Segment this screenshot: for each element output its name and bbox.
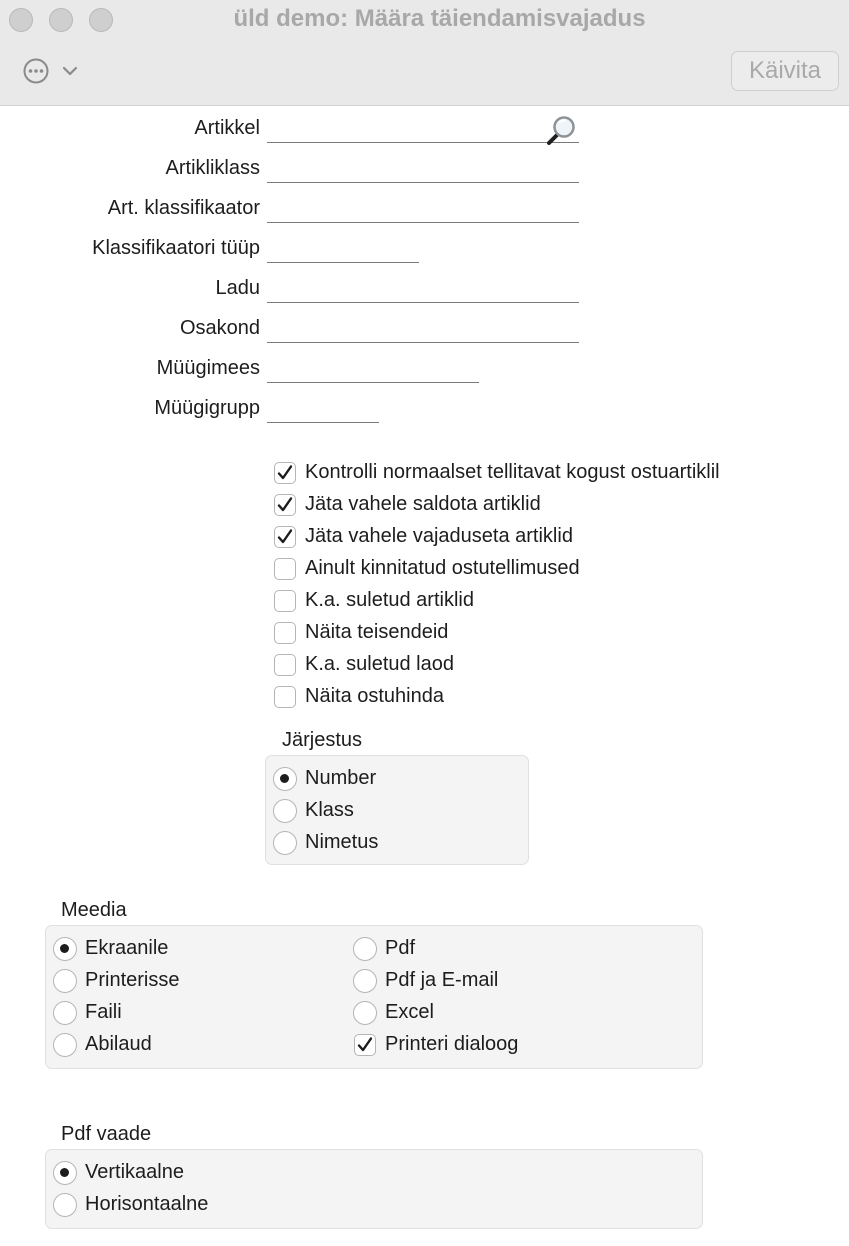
radio-label-sort-number: Number (305, 767, 377, 789)
radio-media-ekraanile[interactable] (53, 937, 77, 961)
field-label-ladu: Ladu (215, 277, 260, 299)
radio-media-printerisse[interactable] (53, 969, 77, 993)
checkbox-jata-vahele-vajaduseta[interactable] (274, 526, 296, 548)
checkbox-label-printeri-dialoog: Printeri dialoog (385, 1033, 519, 1055)
checkbox-ainult-kinnitatud[interactable] (274, 558, 296, 580)
myygimees-input[interactable] (267, 360, 479, 382)
checkmark-icon (276, 496, 294, 514)
osakond-field[interactable] (267, 320, 579, 343)
radio-label-media-printerisse: Printerisse (85, 969, 180, 991)
radio-media-abilaud[interactable] (53, 1033, 77, 1057)
radio-media-pdf-ja-email[interactable] (353, 969, 377, 993)
radio-media-faili[interactable] (53, 1001, 77, 1025)
radio-pdf-horisontaalne[interactable] (53, 1193, 77, 1217)
checkbox-label-naita-teisendeid: Näita teisendeid (305, 621, 449, 643)
radio-label-media-excel: Excel (385, 1001, 434, 1023)
field-label-artikkel: Artikkel (194, 117, 260, 139)
checkmark-icon (276, 528, 294, 546)
radio-label-sort-klass: Klass (305, 799, 354, 821)
artikliklass-input[interactable] (267, 160, 579, 182)
radio-label-pdf-horisontaalne: Horisontaalne (85, 1193, 209, 1215)
artikkel-input[interactable] (267, 120, 579, 142)
pdf-view-group-title: Pdf vaade (61, 1123, 152, 1145)
ladu-input[interactable] (267, 280, 579, 302)
field-label-osakond: Osakond (179, 317, 260, 339)
chevron-down-icon[interactable] (62, 64, 78, 76)
checkmark-icon (276, 464, 294, 482)
checkbox-label-naita-ostuhinda: Näita ostuhinda (305, 685, 444, 707)
field-label-myygigrupp: Müügigrupp (154, 397, 260, 419)
art-klassifikaator-input[interactable] (267, 200, 579, 222)
checkbox-ka-suletud-laod[interactable] (274, 654, 296, 676)
ladu-field[interactable] (267, 280, 579, 303)
myygimees-field[interactable] (267, 360, 479, 383)
radio-label-media-ekraanile: Ekraanile (85, 937, 169, 959)
osakond-input[interactable] (267, 320, 579, 342)
art-klassifikaator-field[interactable] (267, 200, 579, 223)
checkbox-label-ka-suletud-artiklid: K.a. suletud artiklid (305, 589, 474, 611)
run-button[interactable]: Käivita (731, 51, 839, 91)
klassifikaatori-tyyp-field[interactable] (267, 240, 419, 263)
checkbox-naita-ostuhinda[interactable] (274, 686, 296, 708)
klassifikaatori-tyyp-input[interactable] (267, 240, 419, 262)
radio-label-pdf-vertikaalne: Vertikaalne (85, 1161, 184, 1183)
window-title: üld demo: Määra täiendamisvajadus (233, 5, 646, 32)
radio-sort-number[interactable] (273, 767, 297, 791)
radio-label-media-faili: Faili (85, 1001, 122, 1023)
field-label-myygimees: Müügimees (156, 357, 260, 379)
radio-label-media-abilaud: Abilaud (85, 1033, 152, 1055)
checkbox-jata-vahele-saldota[interactable] (274, 494, 296, 516)
radio-label-sort-nimetus: Nimetus (305, 831, 379, 853)
radio-media-pdf[interactable] (353, 937, 377, 961)
checkbox-label-jata-vahele-vajaduseta: Jäta vahele vajaduseta artiklid (305, 525, 573, 547)
field-label-klassifikaatori-tyyp: Klassifikaatori tüüp (92, 237, 260, 259)
checkbox-kontrolli-normaalset[interactable] (274, 462, 296, 484)
checkbox-label-ka-suletud-laod: K.a. suletud laod (305, 653, 454, 675)
checkbox-label-jata-vahele-saldota: Jäta vahele saldota artiklid (305, 493, 541, 515)
checkbox-printeri-dialoog[interactable] (354, 1034, 376, 1056)
field-label-art-klassifikaator: Art. klassifikaator (107, 197, 260, 219)
ellipsis-circle-icon[interactable] (22, 57, 50, 85)
checkbox-naita-teisendeid[interactable] (274, 622, 296, 644)
checkbox-label-kontrolli-normaalset: Kontrolli normaalset tellitavat kogust ostuartiklil (305, 461, 720, 483)
artikkel-field[interactable] (267, 120, 579, 143)
radio-sort-klass[interactable] (273, 799, 297, 823)
radio-sort-nimetus[interactable] (273, 831, 297, 855)
checkbox-label-ainult-kinnitatud: Ainult kinnitatud ostutellimused (305, 557, 580, 579)
artikliklass-field[interactable] (267, 160, 579, 183)
myygigrupp-input[interactable] (267, 400, 379, 422)
media-group-title: Meedia (61, 899, 127, 921)
radio-media-excel[interactable] (353, 1001, 377, 1025)
field-label-artikliklass: Artikliklass (165, 157, 260, 179)
window-titlebar (0, 0, 849, 106)
search-icon[interactable] (545, 113, 579, 147)
checkbox-ka-suletud-artiklid[interactable] (274, 590, 296, 612)
myygigrupp-field[interactable] (267, 400, 379, 423)
radio-pdf-vertikaalne[interactable] (53, 1161, 77, 1185)
radio-label-media-pdf: Pdf (385, 937, 416, 959)
checkmark-icon (356, 1036, 374, 1054)
sort-group-title: Järjestus (282, 729, 363, 751)
radio-label-media-pdf-ja-email: Pdf ja E-mail (385, 969, 499, 991)
